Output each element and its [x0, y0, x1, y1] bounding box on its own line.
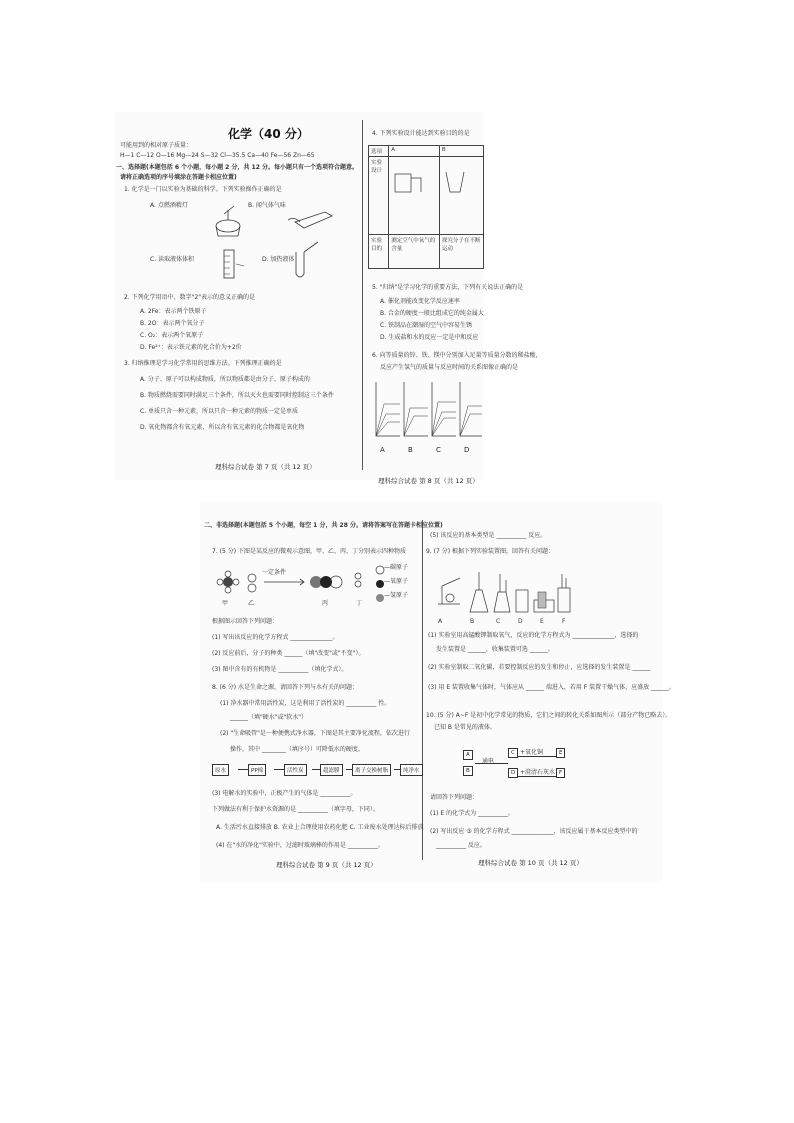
question-6: 6. 向等质量的锌、铁、镁中分别加入足量等质量分数的稀盐酸， — [372, 352, 542, 359]
question-4: 4. 下列实验设计能达到实验目的的是 — [372, 130, 470, 137]
page-divider — [362, 120, 363, 470]
table-header: A — [389, 146, 440, 157]
q5-option-c: C. 铁制品在潮湿的空气中容易生锈 — [380, 322, 473, 329]
row-label: 实验设计 — [369, 157, 389, 235]
species-ding-molecule — [355, 573, 361, 587]
reaction-condition: 一定条件 — [262, 569, 287, 576]
page-footer: 理科综合试卷 第 8 页（共 12 页） — [378, 477, 479, 485]
question-8: 8. (6 分) 水是生命之源，请回答下列与水有关的问题： — [212, 684, 358, 691]
q7-line: 根据图示回答下列问题： — [212, 618, 279, 625]
page-footer: 理科综合试卷 第 9 页（共 12 页） — [276, 861, 377, 869]
question-1: 1. 化学是一门以实验为基础的科学。下列实验操作正确的是 — [124, 186, 282, 193]
flow-step: 超滤膜 — [320, 764, 343, 776]
graph-c — [432, 382, 456, 436]
q9-line: 发生装置是 ______，收集装置可选 ______。 — [436, 646, 554, 653]
frame-arrow — [518, 756, 556, 757]
q10-line: (1) E 的化学式为 __________。 — [430, 810, 515, 817]
flow-step: 纯净水 — [400, 764, 423, 776]
option-b: B. 闻气体气味 — [248, 202, 286, 209]
frame-node: D — [508, 768, 518, 778]
frame-node: E — [556, 748, 565, 758]
q8-line: ______（填"硬水"或"软水"） — [230, 714, 308, 721]
q7-line: (3) 图中含有的有机物是 __________（填化学式）。 — [212, 666, 348, 673]
q8-line: 操作，其中 ________（填序号）可降低水的硬度。 — [230, 746, 364, 753]
device-e-icon — [534, 592, 554, 612]
graph-a — [376, 382, 400, 436]
q8-line: (4) 在"水的净化"实验中，过滤时玻璃棒的作用是 __________。 — [216, 842, 384, 849]
graph-label-b: B — [408, 446, 413, 454]
question-10: 10. (5 分) A~F 是初中化学常见的物质，它们之间的转化关系如图所示（部分产物已略去）。 — [426, 712, 672, 719]
option-d: D. 加热液体 — [262, 256, 295, 263]
q7-line: (2) 反应前后，分子的种类 ______（填"改变"或"不变"）。 — [212, 650, 365, 657]
flow-arrow — [274, 769, 284, 770]
q8-line: 下列做法有利于保护水资源的是 __________（填字母，下同）。 — [212, 806, 379, 813]
text-line: 一、选择题(本题包括 6 个小题，每小题 2 分，共 12 分。每小题只有一个选项符合题意。 — [116, 164, 358, 171]
device-a-icon — [438, 578, 460, 604]
q9-line: (3) 用 E 装置收集气体时，气体应从 ______ 端进入，若用 F 装置干燥气体，应盛放 ______。 — [428, 684, 676, 691]
question-9: 9. (7 分) 根据下列实验装置图，回答有关问题： — [426, 548, 554, 555]
lab-apparatus — [430, 564, 575, 620]
q8-line: (2) "生命吸管"是一种便携式净水器，下图是其主要净化流程，依次进行 — [220, 730, 410, 737]
flask-icon — [391, 158, 423, 198]
device-f-icon — [558, 574, 570, 612]
legend-label: —氢原子 — [384, 592, 409, 599]
flow-arrow — [312, 769, 320, 770]
legend-label: —氧原子 — [384, 578, 409, 585]
device-label: B — [470, 618, 475, 625]
species-label: 甲 — [222, 600, 229, 607]
q6-graphs — [372, 378, 484, 448]
q5-option-b: B. 合金的硬度一般比组成它的纯金属大 — [380, 310, 484, 317]
alcohol-lamp-icon — [216, 206, 240, 236]
flow-step: 原水 — [212, 764, 229, 776]
text-line: 请将正确选项的序号填涂在答题卡相应位置) — [120, 174, 237, 181]
species-label: 丙 — [322, 600, 329, 607]
legend-label: —碳原子 — [384, 564, 409, 571]
frame-text: 通电 — [482, 758, 495, 765]
graph-label-d: D — [464, 446, 470, 454]
flow-step: 离子交换树脂 — [352, 764, 391, 776]
test-tube-icon — [296, 242, 318, 277]
q8-options: A. 生活污水直接排放 B. 农业上合理使用农药化肥 C. 工业废水处理达标后排放 — [216, 824, 424, 831]
question-3: 3. 归纳推理是学习化学常用的思维方法。下列推理正确的是 — [124, 360, 282, 367]
graduated-cylinder-icon — [224, 250, 244, 278]
device-label: E — [540, 618, 544, 625]
flow-step: 活性炭 — [284, 764, 307, 776]
apparatus-cell — [439, 157, 483, 235]
page-footer: 理科综合试卷 第 7 页（共 12 页） — [215, 463, 316, 471]
frame-arrow — [518, 776, 556, 777]
flow-step: PP棉 — [248, 764, 266, 776]
q1-sketches — [200, 200, 360, 280]
table-header: 选项 — [369, 146, 389, 157]
device-label: C — [496, 618, 501, 625]
text-line: H—1 C—12 O—16 Mg—24 S—32 Cl—35.5 Ca—40 Fe—56 Zn—65 — [120, 152, 315, 159]
q8-line: (3) 电解水的实验中，正极产生的气体是 __________。 — [212, 790, 357, 797]
section-heading: 二、非选择题(本题包括 5 个小题，每空 1 分，共 28 分。请将答案写在答题卡相应位置) — [204, 522, 443, 529]
q9-line: (2) 实验室制取二氧化碳，若要控制反应的发生和停止，应选择的发生装置是 ______ — [428, 664, 651, 671]
q8-line: (1) 净水器中常用活性炭，这是利用了活性炭的 __________ 性。 — [220, 700, 391, 707]
flow-arrow — [238, 769, 248, 770]
q3-option-b: B. 物质燃烧需要同时满足三个条件，所以灭火也需要同时控制这三个条件 — [140, 392, 334, 399]
apparatus-cell — [389, 157, 440, 235]
gas-bottle-icon — [288, 212, 332, 228]
q5-option-d: D. 生成盐和水的反应一定是中和反应 — [380, 334, 479, 341]
frame-text: +澄清石灰水 — [520, 769, 556, 776]
q3-option-a: A. 分子、原子可以构成物质，所以物质都是由分子、原子构成的 — [140, 376, 310, 383]
q7-5-line: (5) 该反应的基本类型是 __________ 反应。 — [430, 532, 547, 539]
species-label: 乙 — [248, 600, 255, 607]
question-7: 7. (5 分) 下图是某反应的微观示意图，甲、乙、丙、丁分别表示四种物质 — [212, 548, 406, 555]
question-5: 5. "归纳"是学习化学的重要方法，下列有关说法正确的是 — [372, 284, 524, 291]
graph-b — [404, 382, 428, 436]
frame-arrow — [475, 763, 508, 764]
device-d-icon — [516, 590, 528, 612]
graph-d — [460, 382, 482, 436]
q2-option-a: A. 2Fe：表示两个铁原子 — [140, 308, 207, 315]
species-label: 丁 — [356, 600, 363, 607]
q5-option-a: A. 催化剂能改变化学反应速率 — [380, 298, 460, 305]
device-c-icon — [494, 574, 510, 612]
beaker-icon — [442, 158, 466, 198]
question-6-line2: 反应产生氢气的质量与反应时间的关系图像正确的是 — [380, 364, 519, 371]
q3-option-d: D. 氧化物都含有氧元素，所以含有氧元素的化合物都是氧化物 — [140, 424, 305, 431]
experiment-table — [368, 145, 484, 269]
text-line: 可能用到的相对原子质量： — [120, 142, 193, 149]
question-2: 2. 下列化学用语中，数字"2"表示的意义正确的是 — [124, 294, 255, 301]
graph-label-c: C — [436, 446, 441, 454]
q7-line: (1) 写出该反应的化学方程式 ______________。 — [212, 634, 339, 641]
page-divider — [422, 520, 423, 860]
q9-line: (1) 实验室用高锰酸钾制取氧气，反应的化学方程式为 ______________，选择的 — [428, 632, 639, 639]
device-b-icon — [470, 572, 488, 612]
frame-node: C — [508, 748, 518, 758]
purpose-cell: 测定空气中氧气的含量 — [389, 235, 440, 269]
page-footer: 理科综合试卷 第 10 页（共 12 页） — [478, 859, 583, 867]
table-header: B — [439, 146, 483, 157]
device-label: D — [518, 618, 523, 625]
frame-text: +氧化铜 — [520, 749, 544, 756]
frame-node: F — [556, 768, 565, 778]
option-a: A. 点燃酒精灯 — [150, 202, 188, 209]
row-label: 实验目的 — [369, 235, 389, 269]
device-label: F — [562, 618, 566, 625]
page-title: 化学（40 分） — [228, 127, 309, 141]
q10-line: 请回答下列问题： — [430, 794, 479, 801]
q10-line: (2) 写出反应 ③ 的化学方程式 ______________，该反应属于基本反应类型中的 — [430, 828, 638, 835]
q2-option-c: C. O₂：表示两个氧原子 — [140, 332, 204, 339]
q2-option-d: D. Fe²⁺：表示铁元素的化合价为+2价 — [140, 344, 242, 351]
option-c: C. 读取液体体积 — [150, 256, 195, 263]
q3-option-c: C. 单质只含一种元素，所以只含一种元素的物质一定是单质 — [140, 408, 299, 415]
species-bing-molecule — [310, 576, 342, 588]
device-label: A — [438, 618, 443, 625]
purpose-cell: 探究分子在不断运动 — [439, 235, 483, 269]
legend-icons — [376, 566, 384, 602]
frame-node: A — [463, 750, 473, 760]
q2-option-b: B. 2O：表示两个氧分子 — [140, 320, 205, 327]
q10-line: __________ 反应。 — [436, 842, 486, 849]
species-yi-molecule — [248, 574, 256, 592]
frame-node: B — [463, 766, 473, 776]
species-jia-molecule — [217, 571, 239, 593]
q10-line: 已知 B 是常见的液体。 — [434, 724, 496, 731]
graph-label-a: A — [380, 446, 385, 454]
